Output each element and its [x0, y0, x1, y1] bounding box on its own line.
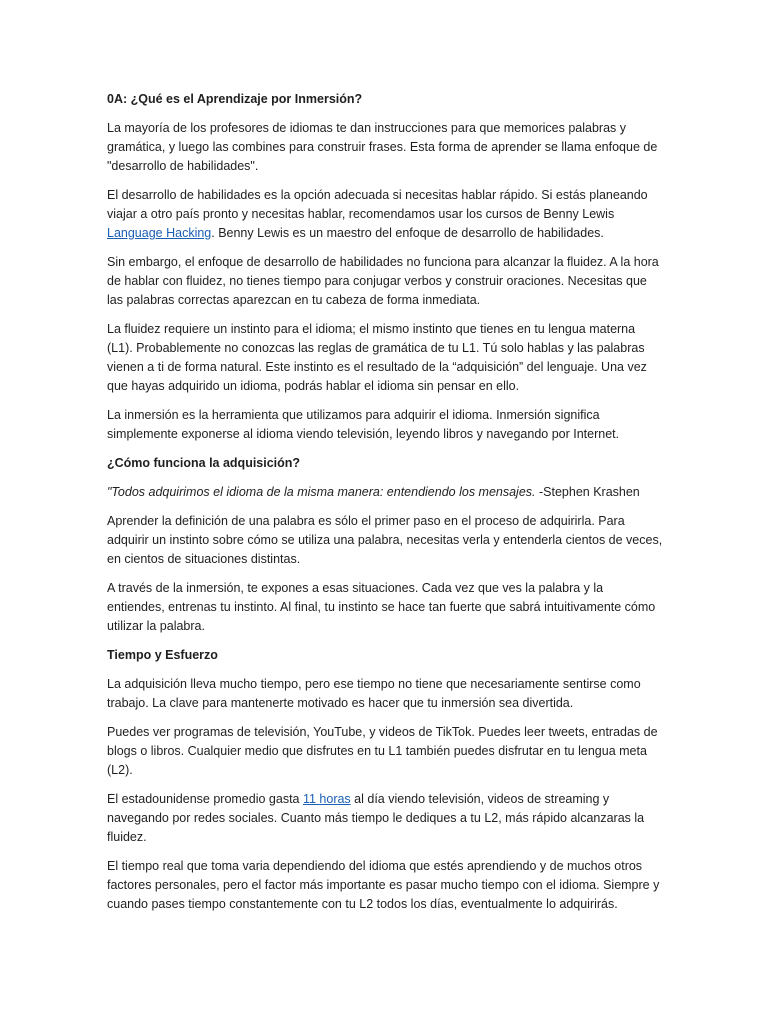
eleven-hours-link[interactable]: 11 horas [302, 792, 351, 806]
paragraph-2-text-before: El desarrollo de habilidades es la opción adecuada si necesitas hablar rápido. Si estás planeando viajar a otro país pronto y necesitas hablar, recomendamos usar los cursos de Benny Lewis [107, 188, 648, 221]
paragraph-2-text-after: . Benny Lewis es un maestro del enfoque de desarrollo de habilidades. [211, 226, 604, 240]
document-page [107, 90, 663, 924]
paragraph-7: A través de la inmersión, te expones a esas situaciones. Cada vez que ves la palabra y la entiendes, entrenas tu instinto. Al final, tu instinto se hace tan fuerte que sabrá intuitivamente cómo utilizar la palabra. [107, 581, 656, 633]
quote-text: "Todos adquirimos el idioma de la misma manera: entendiendo los mensajes. [107, 485, 536, 499]
paragraph-10-text-after: al día viendo televisión, videos de streaming y navegando por redes sociales. Cuanto más tiempo le dediques a tu L2, más rápido alcanzaras la fluidez. [107, 792, 645, 844]
paragraph-6: Aprender la definición de una palabra es sólo el primer paso en el proceso de adquirirla. Para adquirir un instinto sobre cómo se utiliza una palabra, necesitas verla y entenderla cientos de veces, en cientos de situaciones distintas. [107, 514, 663, 566]
paragraph-4: La fluidez requiere un instinto para el idioma; el mismo instinto que tienes en tu lengua materna (L1). Probablemente no conozcas las reglas de gramática de tu L1. Tú solo hablas y las palabras vienen a ti de forma natural. Este instinto es el resultado de la “adquisición” del lenguaje. Una vez que hayas adquirido un idioma, podrás hablar el idioma sin pensar en ello. [107, 322, 647, 393]
section-heading-acquisition: ¿Cómo funciona la adquisición? [107, 456, 301, 470]
language-hacking-link[interactable]: Language Hacking [107, 226, 212, 240]
paragraph-11: El tiempo real que toma varia dependiendo del idioma que estés aprendiendo y de muchos otros factores personales, pero el factor más importante es pasar mucho tiempo con el idioma. Siempre y cuando pases tiempo constantemente con tu L2 todos los días, eventualmente lo adquirirás. [107, 859, 660, 911]
section-heading-time-effort: Tiempo y Esfuerzo [107, 648, 218, 662]
paragraph-8: La adquisición lleva mucho tiempo, pero ese tiempo no tiene que necesariamente sentirse como trabajo. La clave para mantenerte motivado es hacer que tu inmersión sea divertida. [107, 677, 641, 710]
paragraph-3: Sin embargo, el enfoque de desarrollo de habilidades no funciona para alcanzar la fluidez. A la hora de hablar con fluidez, no tienes tiempo para conjugar verbos y construir oraciones. Necesitas que las palabras correctas aparezcan en tu cabeza de forma inmediata. [107, 255, 659, 307]
paragraph-2 [107, 186, 663, 243]
krashen-quote [107, 483, 663, 502]
paragraph-10 [107, 790, 663, 847]
paragraph-5: La inmersión es la herramienta que utilizamos para adquirir el idioma. Inmersión significa simplemente exponerse al idioma viendo televisión, leyendo libros y navegando por Internet. [107, 408, 620, 441]
document-title: 0A: ¿Qué es el Aprendizaje por Inmersión? [107, 92, 363, 106]
paragraph-1: La mayoría de los profesores de idiomas te dan instrucciones para que memorices palabras y gramática, y luego las combines para construir frases. Esta forma de aprender se llama enfoque de "desarrollo de habilidades". [107, 121, 658, 173]
quote-author: -Stephen Krashen [535, 485, 640, 499]
paragraph-10-text-before: El estadounidense promedio gasta [107, 792, 303, 806]
paragraph-9: Puedes ver programas de televisión, YouTube, y videos de TikTok. Puedes leer tweets, entradas de blogs o libros. Cualquier medio que disfrutes en tu L1 también puedes disfrutar en tu lengua meta (L2). [107, 725, 658, 777]
